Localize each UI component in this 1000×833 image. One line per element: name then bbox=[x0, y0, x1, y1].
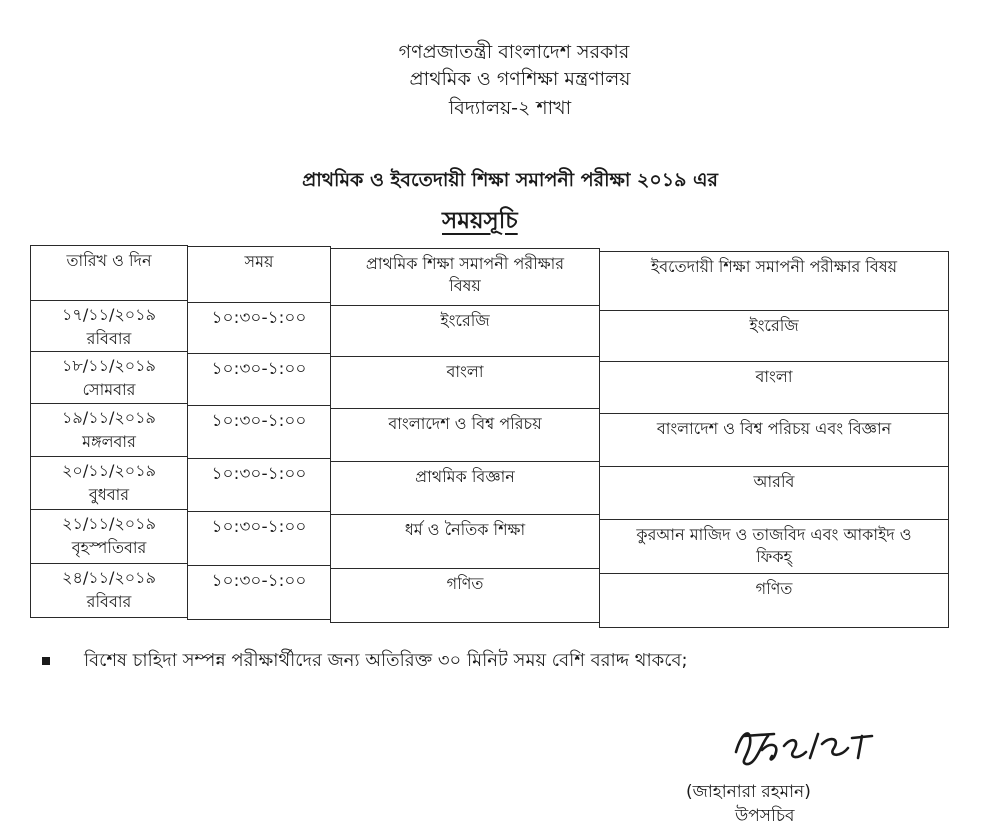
column-header-primary-subject: প্রাথমিক শিক্ষা সমাপনী পরীক্ষার বিষয় bbox=[330, 248, 600, 306]
table-row-1-primary: ইংরেজি bbox=[330, 305, 600, 357]
table-row-6-time: ১০:৩০-১:০০ bbox=[187, 565, 331, 620]
table-row-5-ebtedayee: কুরআন মাজিদ ও তাজবিদ এবং আকাইদ ও ফিকহ্ bbox=[599, 519, 949, 574]
table-row-5-time: ১০:৩০-১:০০ bbox=[187, 511, 331, 566]
table-row-1-date: ১৭/১১/২০১৯ রবিবার bbox=[30, 300, 188, 352]
table-row-4-ebtedayee: আরবি bbox=[599, 466, 949, 520]
header-line-ministry: প্রাথমিক ও গণশিক্ষা মন্ত্রণালয় bbox=[409, 68, 631, 90]
table-row-2-time: ১০:৩০-১:০০ bbox=[187, 353, 331, 406]
table-row-2-primary: বাংলা bbox=[330, 356, 600, 409]
table-row-1-ebtedayee: ইংরেজি bbox=[599, 310, 949, 362]
header-line-branch: বিদ্যালয়-২ শাখা bbox=[448, 97, 572, 119]
signer-name: (জাহানারা রহমান) bbox=[686, 782, 811, 802]
table-row-4-time: ১০:৩০-১:০০ bbox=[187, 458, 331, 512]
table-row-2-date: ১৮/১১/২০১৯ সোমবার bbox=[30, 351, 188, 404]
table-row-5-primary: ধর্ম ও নৈতিক শিক্ষা bbox=[330, 514, 600, 569]
schedule-heading: সময়সূচি bbox=[442, 208, 518, 234]
header-line-government: গণপ্রজাতন্ত্রী বাংলাদেশ সরকার bbox=[398, 41, 630, 63]
note-text: বিশেষ চাহিদা সম্পন্ন পরীক্ষার্থীদের জন্য অতিরিক্ত ৩০ মিনিট সময় বেশি বরাদ্দ থাকবে; bbox=[84, 650, 688, 671]
table-row-3-date: ১৯/১১/২০১৯ মঙ্গলবার bbox=[30, 403, 188, 457]
table-row-3-time: ১০:৩০-১:০০ bbox=[187, 405, 331, 459]
column-header-date: তারিখ ও দিন bbox=[30, 245, 188, 301]
table-row-3-primary: বাংলাদেশ ও বিশ্ব পরিচয় bbox=[330, 408, 600, 462]
table-row-3-ebtedayee: বাংলাদেশ ও বিশ্ব পরিচয় এবং বিজ্ঞান bbox=[599, 413, 949, 467]
table-row-6-primary: গণিত bbox=[330, 568, 600, 623]
special-needs-note bbox=[42, 646, 688, 677]
table-row-4-primary: প্রাথমিক বিজ্ঞান bbox=[330, 461, 600, 515]
bullet-icon bbox=[42, 657, 50, 665]
exam-title: প্রাথমিক ও ইবতেদায়ী শিক্ষা সমাপনী পরীক্ষা ২০১৯ এর bbox=[302, 169, 718, 191]
column-header-ebtedayee-subject: ইবতেদায়ী শিক্ষা সমাপনী পরীক্ষার বিষয় bbox=[599, 251, 949, 311]
table-row-6-date: ২৪/১১/২০১৯ রবিবার bbox=[30, 563, 188, 618]
table-row-2-ebtedayee: বাংলা bbox=[599, 361, 949, 414]
table-row-6-ebtedayee: গণিত bbox=[599, 573, 949, 628]
handwritten-signature bbox=[722, 722, 882, 772]
column-header-time: সময় bbox=[187, 246, 331, 303]
signer-designation: উপসচিব bbox=[735, 806, 795, 826]
table-row-4-date: ২০/১১/২০১৯ বুধবার bbox=[30, 456, 188, 510]
table-row-5-date: ২১/১১/২০১৯ বৃহস্পতিবার bbox=[30, 509, 188, 564]
table-row-1-time: ১০:৩০-১:০০ bbox=[187, 302, 331, 354]
